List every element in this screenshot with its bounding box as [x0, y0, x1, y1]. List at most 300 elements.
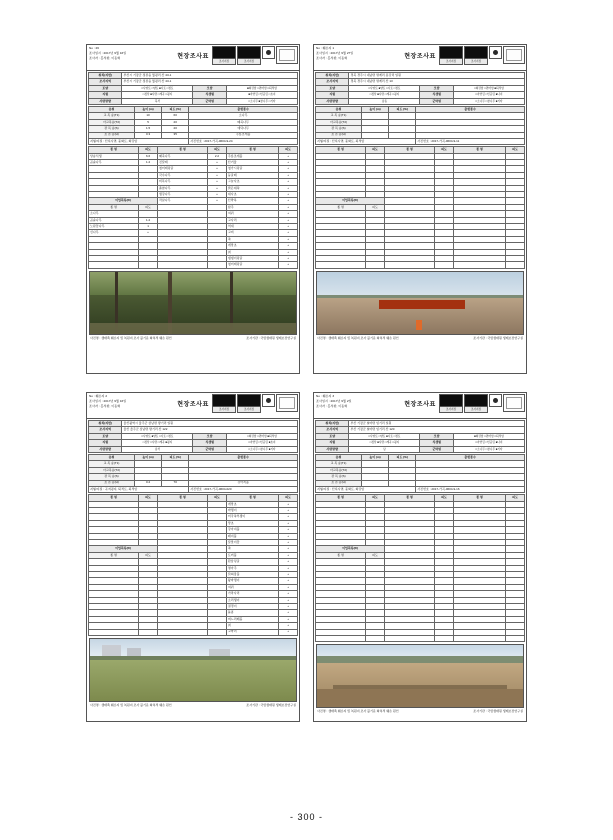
- species-cover: +: [279, 629, 298, 635]
- caption-left: 사진명 : 생태축 훼손지 및 복원지 조사 불기운 화복적 훼손 원인: [90, 702, 172, 707]
- label-soil: 토양: [316, 433, 349, 439]
- label-vegetation: 식생형: [193, 440, 226, 446]
- species-cover: +: [279, 217, 298, 223]
- col-species: 종 명: [157, 495, 207, 501]
- species-head: 출현종수: [189, 454, 298, 460]
- species-name: 주름조개풀: [226, 153, 278, 159]
- sub-table-title: 이입목록(D): [89, 198, 158, 204]
- caption-right: 조사기관 : 국립생태원 생태보전연구실: [246, 702, 296, 707]
- species-name: 닭의장풀: [226, 571, 278, 577]
- species-name: 진달래: [157, 160, 207, 166]
- sheet-header: [87, 393, 299, 419]
- label-bedrock: 모암: [193, 85, 226, 91]
- species-name: 강아지풀: [226, 527, 278, 533]
- species-cover: +: [279, 533, 298, 539]
- species-cover: +: [279, 185, 298, 191]
- species-cover: +: [279, 514, 298, 520]
- location-map-icon: [276, 394, 298, 412]
- col-cover: 피도: [506, 495, 525, 501]
- label-bedrock: 모암: [420, 85, 453, 91]
- site-info-table: [88, 72, 298, 105]
- topography-value: □정상 ■사면 □계곡 □평지: [349, 440, 420, 446]
- community-value: □소나무 □참나무 ■기타: [453, 98, 524, 104]
- layer-head: 층위: [89, 106, 135, 112]
- col-species: 종 명: [226, 147, 278, 153]
- species-name: 고사리: [226, 217, 278, 223]
- cover-head: 피도 (%): [162, 454, 189, 460]
- sub-species-cover: [366, 262, 385, 268]
- layer-name: 교 목 층(T1): [316, 461, 362, 467]
- species-cover: [506, 262, 525, 268]
- height-head: 높이 (m): [134, 454, 161, 460]
- col-cover: 피도: [208, 147, 227, 153]
- species-cover: +: [279, 166, 298, 172]
- col-species: 종 명: [226, 495, 278, 501]
- compass-icon: [262, 394, 275, 407]
- layer-name: 교 목 층(T1): [316, 113, 362, 119]
- row-label: 조사지역: [316, 79, 349, 85]
- col-species: 종 명: [316, 495, 366, 501]
- species-table: [315, 494, 525, 642]
- species-cover: +: [279, 230, 298, 236]
- bedrock-value: □화강암 □편마암 ■퇴적암: [453, 85, 524, 91]
- col-species: 종 명: [316, 147, 366, 153]
- bedrock-value: □화강암 □편마암 ■퇴적암: [226, 433, 297, 439]
- sheet-no: No : 훼손지 3: [316, 394, 335, 398]
- species-name: 산박하: [226, 198, 278, 204]
- layer-name: 관 목 층(S): [89, 126, 135, 132]
- label-community: 군락명: [420, 446, 453, 452]
- sub-species-name: [316, 262, 366, 268]
- label-slope-dir: 사면방향: [316, 446, 349, 452]
- layer-cover: 20: [162, 119, 189, 125]
- cover-head: 피도 (%): [162, 106, 189, 112]
- species-name: 달맞이꽃: [226, 540, 278, 546]
- layer-table: [88, 454, 298, 493]
- community-value: □소나무 □참나무 ■기타: [453, 446, 524, 452]
- cover-head: 피도 (%): [389, 106, 416, 112]
- species-cover: +: [279, 623, 298, 629]
- row-value: 부산 기장군 철마면 임기리 산 120: [349, 427, 525, 433]
- label-vegetation: 식생형: [420, 92, 453, 98]
- sheet-no: No : 훼손지 2: [89, 394, 108, 398]
- species-head: 출현종수: [416, 454, 525, 460]
- species-name: 국수나무: [157, 172, 207, 178]
- species-cover: +: [279, 501, 298, 507]
- site-photo: [316, 644, 524, 708]
- sheet-title: 현장조사표: [404, 402, 436, 408]
- layer-name: 아교목층(T2): [316, 119, 362, 125]
- label-vegetation: 식생형: [193, 92, 226, 98]
- caption-left: 사진명 : 생태축 훼손지 및 복원지 조사 불기운 화복적 훼손 원인: [317, 709, 399, 714]
- species-name: 청미래덩굴: [226, 262, 278, 268]
- soil-value: □사양토 ■양토 □사토 □점토: [122, 433, 193, 439]
- layer-name: 교 목 층(T1): [89, 461, 135, 467]
- community-value: □소나무 ■참나무 □기타: [226, 98, 297, 104]
- species-name: 쑥: [226, 236, 278, 242]
- sheet-no: No : 26: [89, 46, 99, 50]
- col-cover: 피도: [139, 204, 158, 210]
- layer-height: 5: [134, 119, 161, 125]
- sub-species-cover: +: [139, 230, 158, 236]
- layer-height: 0.2: [134, 480, 161, 486]
- species-name: 삽주: [226, 204, 278, 210]
- thumb-photo-1: 조사지점: [439, 394, 463, 413]
- label-topography: 지형: [316, 440, 349, 446]
- label-soil: 토양: [89, 433, 122, 439]
- height-head: 높이 (m): [361, 454, 388, 460]
- thumb-photo-1: 조사지점: [212, 46, 236, 65]
- layer-cover: 35: [162, 132, 189, 138]
- layer-species: 소나무: [189, 113, 298, 119]
- species-name: 상층식생: [89, 153, 139, 159]
- col-cover: 피도: [279, 147, 298, 153]
- slope-dir-value: 북서: [122, 98, 193, 104]
- species-name: 대사초: [226, 192, 278, 198]
- species-cover: +: [279, 565, 298, 571]
- species-cover: 2.2: [208, 153, 227, 159]
- survey-sheet-2: [313, 44, 527, 374]
- layer-height: 10: [134, 113, 161, 119]
- species-name: 돼지풀: [226, 533, 278, 539]
- col-species: 종 명: [316, 204, 366, 210]
- page-number: - 300 -: [289, 812, 323, 822]
- label-slope-dir: 사면방향: [89, 98, 122, 104]
- species-cover: [506, 635, 525, 641]
- species-name: 며느리배꼽: [226, 616, 278, 622]
- row-value: 부산 기장군 철마면 임기리 일원: [349, 421, 525, 427]
- sheet-meta: [316, 46, 353, 61]
- species-cover: +: [279, 204, 298, 210]
- label-soil: 토양: [89, 85, 122, 91]
- col-species: 종 명: [157, 147, 207, 153]
- layer-cover: 70: [162, 480, 189, 486]
- col-species: 종 명: [453, 147, 505, 153]
- layer-name: 아교목층(T2): [89, 467, 135, 473]
- layer-species: 예덕나무: [189, 126, 298, 132]
- label-bedrock: 모암: [420, 433, 453, 439]
- species-cover: +: [279, 578, 298, 584]
- soil-value: □사양토 ■양토 □사토 □점토: [349, 85, 420, 91]
- sub-species-name: 노란꽃나무: [89, 223, 139, 229]
- thumb-photo-1: 조사지점: [439, 46, 463, 65]
- soil-value: □사양토 □양토 ■사토 □점토: [122, 85, 193, 91]
- layer-table: [88, 106, 298, 145]
- community-value: □소나무 □참나무 ■기타: [226, 446, 297, 452]
- slope-dir-value: 남서: [122, 446, 193, 452]
- photo-caption: [315, 709, 525, 713]
- caption-right: 조사기관 : 국립생태원 생태보전연구실: [246, 335, 296, 340]
- photo-no: 사진번호 : 2017-가곡-0604-020: [189, 486, 298, 492]
- species-cover: [208, 629, 227, 635]
- species-name: [453, 635, 505, 641]
- species-cover: +: [279, 584, 298, 590]
- vegetation-value: □자연림 □인공림 ■나지: [453, 440, 524, 446]
- header-thumbnails: [212, 394, 298, 413]
- survey-sheet-3: [86, 392, 300, 722]
- photo-caption: [315, 336, 525, 340]
- layer-head: 층위: [316, 454, 362, 460]
- soil-value: □사양토 □양토 ■사토 □점토: [349, 433, 420, 439]
- species-cover: +: [279, 603, 298, 609]
- species-name: 소리쟁이: [226, 597, 278, 603]
- sub-species-cover: 1: [139, 223, 158, 229]
- species-cover: +: [279, 198, 298, 204]
- species-name: [384, 635, 434, 641]
- species-cover: +: [208, 198, 227, 204]
- species-cover: +: [279, 571, 298, 577]
- vegetation-value: □자연림 □인공림 ■초지: [226, 440, 297, 446]
- species-cover: +: [279, 172, 298, 178]
- species-name: 돌콩: [226, 610, 278, 616]
- habitat-note: 지형/지질 : 산록사면, 풍화토, 화강암: [89, 138, 189, 144]
- thumb-photo-2: 조사지점: [237, 394, 261, 413]
- species-head: 출현종수: [416, 106, 525, 112]
- survey-sheet-4: [313, 392, 527, 722]
- site-photo: [89, 271, 297, 335]
- species-name: 미국쑥부쟁이: [226, 514, 278, 520]
- row-label: 위치(지번): [89, 73, 122, 79]
- species-name: 명아주: [226, 565, 278, 571]
- species-name: 댕댕이덩굴: [226, 255, 278, 261]
- survey-sheet-1: [86, 44, 300, 374]
- species-name: 둥굴레: [226, 172, 278, 178]
- photo-no: 사진번호 : 2017-가곡-0604-9-16: [416, 486, 525, 492]
- col-cover: 피도: [435, 495, 454, 501]
- sheet-survey-date: 조사일시 : 2017년 9월 2일: [316, 399, 352, 403]
- bedrock-value: ■화강암 □편마암 □퇴적암: [453, 433, 524, 439]
- species-name: 쑥: [226, 546, 278, 552]
- species-cover: +: [279, 540, 298, 546]
- col-species: 종 명: [89, 495, 139, 501]
- layer-name: 초 본 층(H): [316, 480, 362, 486]
- layer-height: 0.3: [134, 132, 161, 138]
- species-cover: +: [208, 192, 227, 198]
- label-community: 군락명: [193, 446, 226, 452]
- species-name: [453, 262, 505, 268]
- habitat-note: 지형/지질 : 산록사면, 풍화토, 화강암: [316, 486, 416, 492]
- col-species: 종 명: [316, 552, 366, 558]
- species-cover: +: [208, 179, 227, 185]
- bedrock-value: ■화강암 □편마암 □퇴적암: [226, 85, 297, 91]
- location-map-icon: [276, 46, 298, 64]
- height-head: 높이 (m): [134, 106, 161, 112]
- species-cover: +: [208, 185, 227, 191]
- layer-name: 초 본 층(H): [89, 480, 135, 486]
- label-topography: 지형: [316, 92, 349, 98]
- layer-species: 때죽나무: [189, 119, 298, 125]
- sub-species-name: 신나무: [89, 230, 139, 236]
- row-value: 경북 경주시 내남면 명계리 용강리 일원: [349, 73, 525, 79]
- sub-species-name: 곰솔나무: [89, 217, 139, 223]
- layer-head: 층위: [316, 106, 362, 112]
- site-info-table: [315, 72, 525, 105]
- header-thumbnails: [439, 394, 525, 413]
- sheet-title: 현장조사표: [404, 54, 436, 60]
- species-cover: +: [279, 591, 298, 597]
- sub-species-cover: [139, 262, 158, 268]
- species-name: 청가시덩굴: [226, 166, 278, 172]
- sub-table-title: 이입목록(D): [89, 546, 158, 552]
- species-name: 가막사리: [226, 591, 278, 597]
- photo-no: 사진번호 : 2017-가곡-0604-9-11: [416, 138, 525, 144]
- label-community: 군락명: [420, 98, 453, 104]
- layer-name: 초 본 층(H): [316, 132, 362, 138]
- species-cover: +: [279, 520, 298, 526]
- species-name: 칡: [226, 249, 278, 255]
- col-cover: 피도: [435, 147, 454, 153]
- species-name: 맑은대쑥: [226, 185, 278, 191]
- col-cover: 피도: [366, 495, 385, 501]
- site-photo: [316, 271, 524, 335]
- col-species: 종 명: [453, 495, 505, 501]
- species-name: [157, 629, 207, 635]
- label-soil: 토양: [316, 85, 349, 91]
- row-label: 조사지역: [89, 79, 122, 85]
- thumb-photo-1: 조사지점: [212, 394, 236, 413]
- layer-height: 1.5: [134, 126, 161, 132]
- habitat-note: 지형/지질 : 산록사면, 풍화토, 퇴적암: [316, 138, 416, 144]
- species-cover: +: [279, 236, 298, 242]
- species-cover: +: [208, 172, 227, 178]
- species-cover: +: [279, 223, 298, 229]
- row-value: 울산 울주군 삼남면 방기리 산 122: [122, 427, 298, 433]
- species-cover: +: [279, 255, 298, 261]
- row-value: 부산시 기장군 정관읍 월평리 산 43-1: [122, 79, 298, 85]
- col-cover: 피도: [366, 552, 385, 558]
- species-table: [315, 146, 525, 268]
- layer-species: 주름조개풀: [189, 132, 298, 138]
- species-cover: +: [279, 552, 298, 558]
- site-info-table: [88, 420, 298, 453]
- species-cover: +: [279, 262, 298, 268]
- species-cover: +: [279, 192, 298, 198]
- species-cover: +: [279, 527, 298, 533]
- species-name: 망초: [226, 520, 278, 526]
- slope-dir-value: 남동: [349, 98, 420, 104]
- photo-no: 사진번호 : 2017-가곡-0604-9-24: [189, 138, 298, 144]
- sheet-surveyor: 조사자 : 홍석환, 이동혁: [316, 56, 348, 60]
- species-cover: +: [279, 616, 298, 622]
- species-cover: +: [208, 166, 227, 172]
- sub-table-title: 이입목록(D): [316, 546, 385, 552]
- col-cover: 피도: [208, 495, 227, 501]
- topography-value: □정상 □사면 □계곡 ■평지: [122, 440, 193, 446]
- species-cover: 1.2: [139, 160, 158, 166]
- label-topography: 지형: [89, 92, 122, 98]
- layer-name: 교 목 층(T1): [89, 113, 135, 119]
- caption-right: 조사기관 : 국립생태원 생태보전연구실: [473, 335, 523, 340]
- sheet-surveyor: 조사자 : 홍석환, 이동혁: [316, 404, 348, 408]
- col-cover: 피도: [139, 495, 158, 501]
- thumb-photo-2: 조사지점: [464, 46, 488, 65]
- sub-species-name: [89, 629, 139, 635]
- species-name: 생강나무: [157, 192, 207, 198]
- sheet-survey-date: 조사일시 : 2017년 9월 16일: [89, 51, 127, 55]
- species-name: 그늘사초: [226, 179, 278, 185]
- row-value: 부산시 기장군 정관읍 월평리 산 43-1: [122, 73, 298, 79]
- col-species: 종 명: [384, 495, 434, 501]
- compass-icon: [489, 46, 502, 59]
- species-name: 때죽나무: [157, 153, 207, 159]
- layer-name: 초 본 층(H): [89, 132, 135, 138]
- caption-left: 사진명 : 생태축 훼손지 및 복원지 조사 불기운 화복적 훼손 원인: [317, 335, 399, 340]
- habitat-note: 지형/지질 : 곡저평지, 퇴적토, 퇴적암: [89, 486, 189, 492]
- location-map-icon: [503, 394, 525, 412]
- species-name: 질경이: [226, 603, 278, 609]
- sub-species-name: [89, 262, 139, 268]
- sub-species-name: 소나무: [89, 211, 139, 217]
- col-species: 종 명: [89, 552, 139, 558]
- sheet-meta: [89, 394, 126, 409]
- species-cover: [208, 262, 227, 268]
- col-cover: 피도: [279, 495, 298, 501]
- species-name: 고비: [226, 230, 278, 236]
- col-species: 종 명: [89, 147, 139, 153]
- layer-cover: 20: [162, 126, 189, 132]
- sheet-title: 현장조사표: [177, 54, 209, 60]
- species-name: 토끼풀: [226, 552, 278, 558]
- row-label: 위치(지번): [316, 421, 349, 427]
- site-info-table: [315, 420, 525, 453]
- layer-name: 아교목층(T2): [89, 119, 135, 125]
- row-value: 울산광역시 울주군 삼남면 방기리 일원: [122, 421, 298, 427]
- row-label: 위치(지번): [316, 73, 349, 79]
- species-cover: +: [279, 508, 298, 514]
- col-species: 종 명: [384, 147, 434, 153]
- sub-table-title: 이입목록(D): [316, 198, 385, 204]
- height-head: 높이 (m): [361, 106, 388, 112]
- species-name: 졸참나무: [157, 185, 207, 191]
- col-species: 종 명: [89, 204, 139, 210]
- species-cover: +: [208, 160, 227, 166]
- slope-dir-value: 남: [349, 446, 420, 452]
- sheet-no: No : 훼손지 1: [316, 46, 335, 50]
- label-slope-dir: 사면방향: [89, 446, 122, 452]
- species-name: 개망초: [226, 243, 278, 249]
- compass-icon: [262, 46, 275, 59]
- photo-caption: [88, 336, 298, 340]
- layer-head: 층위: [89, 454, 135, 460]
- species-head: 출현종수: [189, 106, 298, 112]
- species-name: 비목나무: [157, 179, 207, 185]
- site-photo: [89, 638, 297, 702]
- species-cover: +: [279, 546, 298, 552]
- label-vegetation: 식생형: [420, 440, 453, 446]
- layer-name: 관 목 층(S): [316, 474, 362, 480]
- sheet-survey-date: 조사일시 : 2017년 9월 27일: [316, 51, 354, 55]
- layer-table: [315, 454, 525, 493]
- row-label: 위치(지번): [89, 421, 122, 427]
- vegetation-value: □자연림 □인공림 ■나지: [453, 92, 524, 98]
- sub-species-cover: [366, 635, 385, 641]
- species-cover: +: [279, 153, 298, 159]
- sub-species-cover: [139, 629, 158, 635]
- col-cover: 피도: [139, 147, 158, 153]
- thumb-photo-2: 조사지점: [237, 46, 261, 65]
- row-value: 경북 경주시 내남면 명계리 산 13: [349, 79, 525, 85]
- col-cover: 피도: [366, 147, 385, 153]
- species-cover: +: [279, 179, 298, 185]
- species-cover: +: [279, 211, 298, 217]
- sheet-title: 현장조사표: [177, 402, 209, 408]
- caption-left: 사진명 : 생태축 훼손지 및 복원지 조사 불기운 화복적 훼손 원인: [90, 335, 172, 340]
- species-name: 칡: [226, 623, 278, 629]
- location-map-icon: [503, 46, 525, 64]
- col-cover: 피도: [366, 204, 385, 210]
- species-name: 바랭이: [226, 508, 278, 514]
- species-name: 환삼덩굴: [226, 559, 278, 565]
